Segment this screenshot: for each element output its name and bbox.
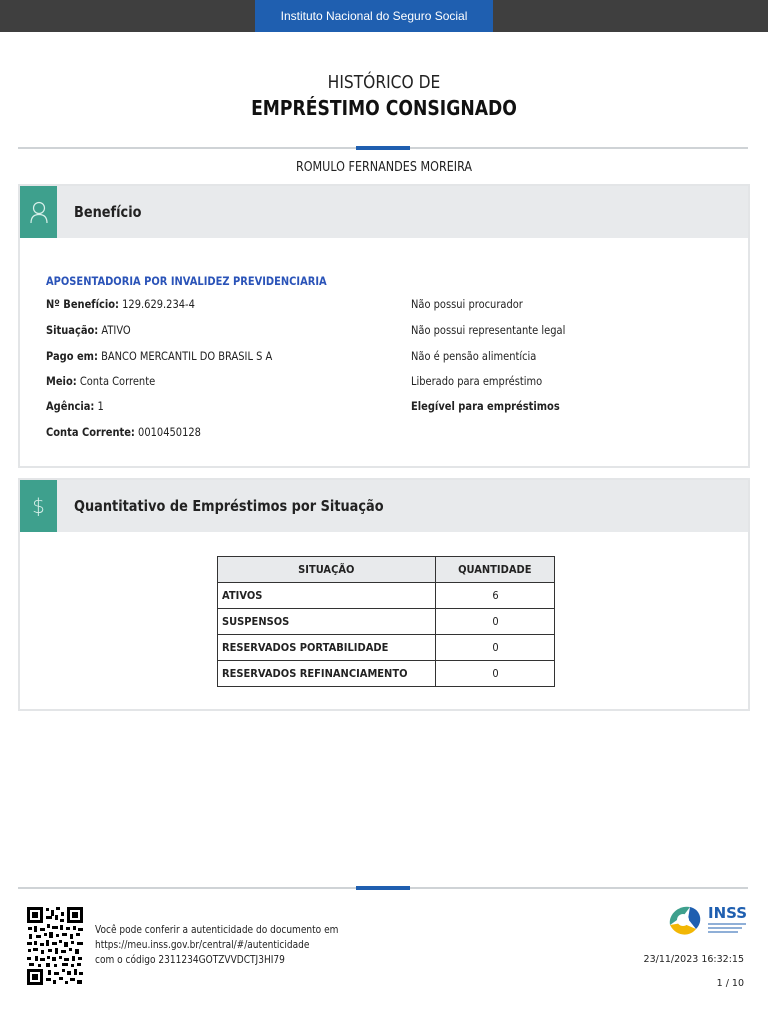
- field-value: BANCO MERCANTIL DO BRASIL S A: [101, 349, 273, 363]
- table-row: [218, 661, 555, 687]
- column-header-quantidade: QUANTIDADE: [436, 557, 555, 583]
- qr-code-icon: [26, 906, 84, 986]
- cell-quantidade: 0: [436, 609, 555, 635]
- authenticity-line1: Você pode conferir a autenticidade do documento em: [95, 924, 339, 936]
- inss-logo-subtext: [708, 927, 742, 929]
- document-title-line1: HISTÓRICO DE: [327, 72, 441, 93]
- flag-liberado: Liberado para empréstimo: [411, 374, 543, 388]
- field-value: 1: [97, 399, 104, 413]
- inss-logo: [666, 902, 746, 940]
- beneficio-card: [18, 184, 750, 468]
- field-conta-corrente: [46, 425, 201, 439]
- field-numero-beneficio: [46, 297, 195, 311]
- inss-logo-subtext: [708, 923, 746, 925]
- field-label: Situação:: [46, 323, 99, 337]
- table-row: [218, 583, 555, 609]
- title-divider-accent: [356, 146, 410, 150]
- person-icon: [20, 186, 57, 238]
- beneficio-card-header: [20, 186, 748, 238]
- cell-situacao: SUSPENSOS: [218, 609, 436, 635]
- cell-quantidade: 0: [436, 661, 555, 687]
- field-meio: [46, 374, 155, 388]
- document-title-line2: EMPRÉSTIMO CONSIGNADO: [251, 96, 517, 120]
- cell-quantidade: 0: [436, 635, 555, 661]
- authenticity-url[interactable]: https://meu.inss.gov.br/central/#/autenticidade: [95, 939, 310, 951]
- field-label: Conta Corrente:: [46, 425, 135, 439]
- field-situacao: [46, 323, 131, 337]
- table-row: [218, 609, 555, 635]
- page-number: 1 / 10: [716, 978, 744, 989]
- cell-situacao: RESERVADOS PORTABILIDADE: [218, 635, 436, 661]
- field-agencia: [46, 399, 104, 413]
- inss-logo-subtext: [708, 931, 738, 933]
- field-label: Meio:: [46, 374, 77, 388]
- field-label: Nº Benefício:: [46, 297, 119, 311]
- column-header-situacao: SITUAÇÃO: [218, 557, 436, 583]
- quantitativo-title: Quantitativo de Empréstimos por Situação: [74, 497, 384, 515]
- flag-pensao: Não é pensão alimentícia: [411, 349, 537, 363]
- field-label: Pago em:: [46, 349, 98, 363]
- beneficio-title: Benefício: [74, 203, 142, 221]
- flag-elegivel: Elegível para empréstimos: [411, 399, 560, 413]
- authenticity-code: com o código 2311234GOTZVVDCTJ3HI79: [95, 954, 285, 966]
- flag-representante: Não possui representante legal: [411, 323, 566, 337]
- dollar-icon: $: [20, 480, 57, 532]
- authenticity-note: [95, 923, 338, 968]
- inss-logo-mark-icon: [666, 903, 704, 939]
- cell-situacao: ATIVOS: [218, 583, 436, 609]
- field-value: 0010450128: [138, 425, 201, 439]
- field-value: Conta Corrente: [79, 374, 156, 388]
- flag-procurador: Não possui procurador: [411, 297, 523, 311]
- quantitativo-card-header: [20, 480, 748, 532]
- footer-divider-accent: [356, 886, 410, 890]
- institution-tab[interactable]: Instituto Nacional do Seguro Social: [255, 0, 493, 32]
- table-row: [218, 635, 555, 661]
- field-label: Agência:: [46, 399, 95, 413]
- benefit-type: APOSENTADORIA POR INVALIDEZ PREVIDENCIARIA: [46, 274, 327, 288]
- quantitativo-card: [18, 478, 750, 711]
- top-bar: [0, 0, 768, 32]
- cell-situacao: RESERVADOS REFINANCIAMENTO: [218, 661, 436, 687]
- holder-name: ROMULO FERNANDES MOREIRA: [295, 160, 473, 175]
- inss-logo-text: INSS: [708, 904, 748, 922]
- field-value: 129.629.234-4: [122, 297, 195, 311]
- generated-timestamp: 23/11/2023 16:32:15: [643, 954, 744, 965]
- cell-quantidade: 6: [436, 583, 555, 609]
- field-value: ATIVO: [101, 323, 131, 337]
- table-header-row: [218, 557, 555, 583]
- situacao-table: [217, 556, 555, 687]
- field-pago-em: [46, 349, 272, 363]
